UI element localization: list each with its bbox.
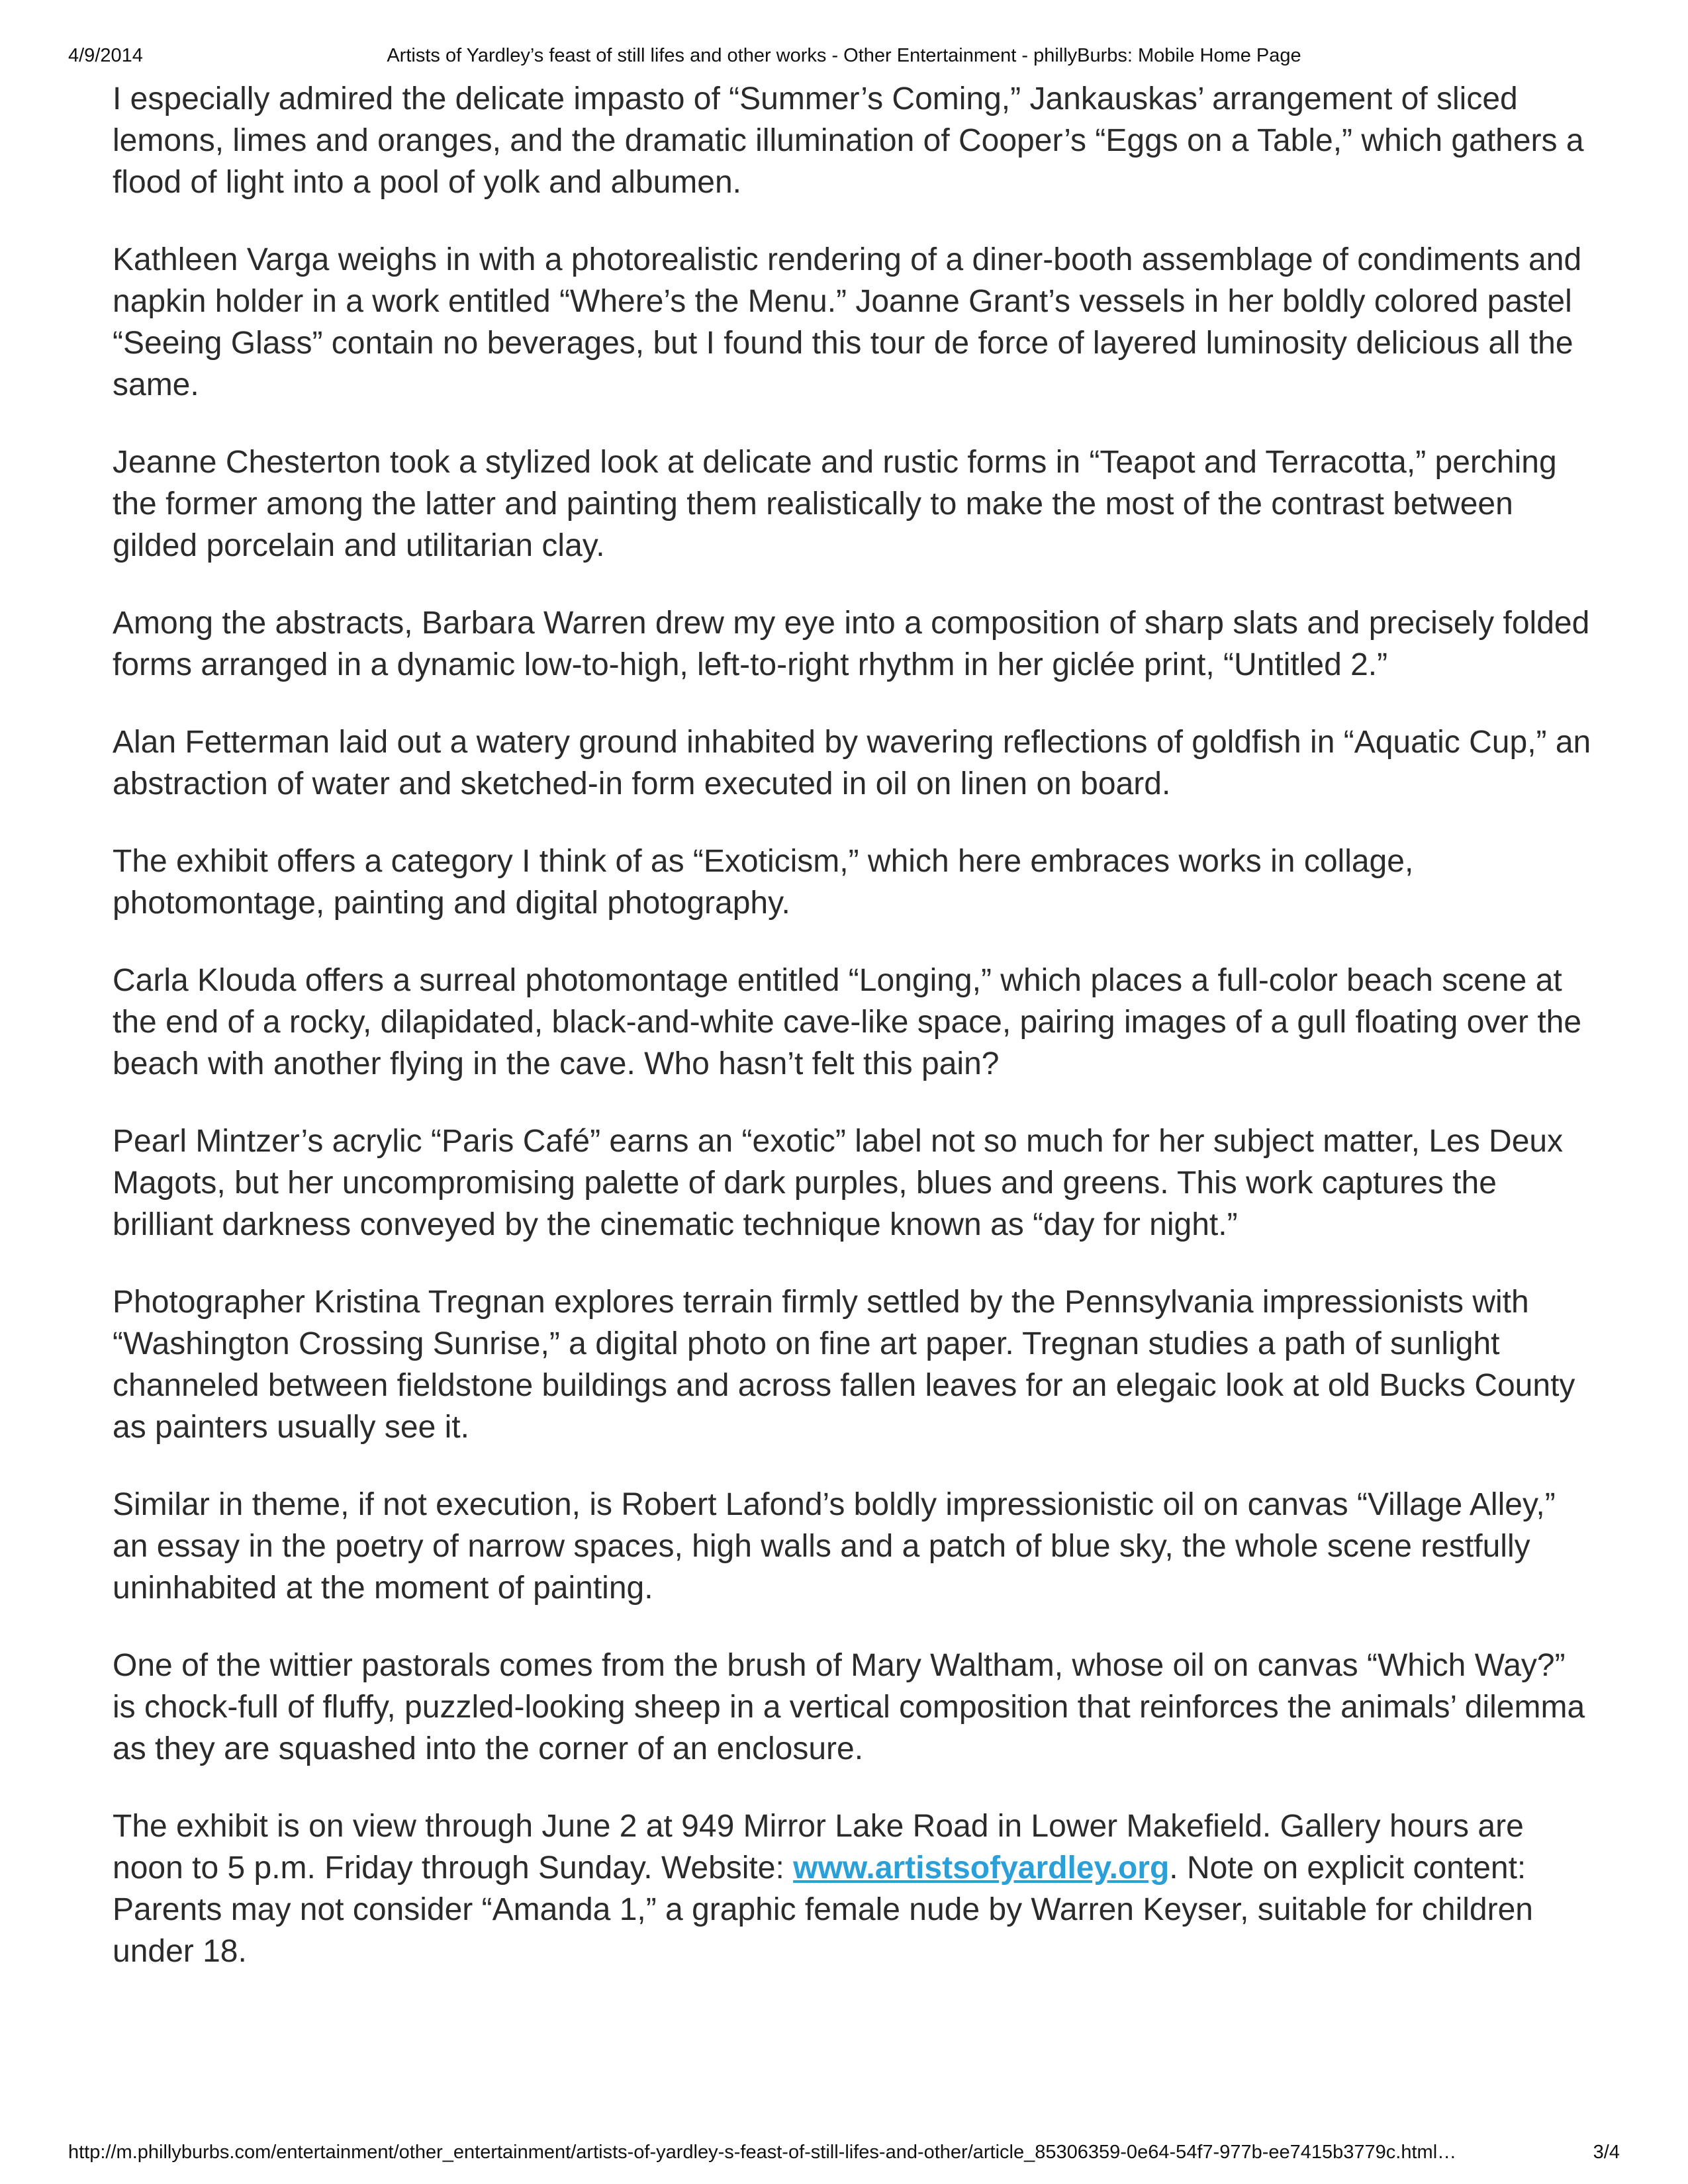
final-paragraph-text-before-link: The exhibit is on view through June 2 at 949 Mirror Lake Road in Lower Makefield. Gallery hours are noon to 5 p.m. Friday through Sunday. Website: — [113, 1809, 1524, 1886]
article-paragraph: Alan Fetterman laid out a watery ground inhabited by wavering reflections of goldfish in “Aquatic Cup,” an abstraction of water and sketched-in form executed in oil on linen on board. — [113, 725, 1591, 801]
article-paragraph: Photographer Kristina Tregnan explores terrain firmly settled by the Pennsylvania impressionists with “Washington Crossing Sunrise,” a digital photo on fine art paper. Tregnan studies a path of sunlight channeled between fieldstone buildings and across fallen leaves for an elegaic look at old Bucks County as painters usually see it. — [113, 1285, 1575, 1445]
article-paragraph: One of the wittier pastorals comes from the brush of Mary Waltham, whose oil on canvas “Which Way?” is chock-full of fluffy, puzzled-looking sheep in a vertical composition that reinforces the animals’ dilemma as they are squashed into the corner of an enclosure. — [113, 1648, 1585, 1766]
website-link[interactable]: www.artistsofyardley.org — [793, 1850, 1170, 1886]
final-paragraph-text-after-link: . Note on explicit content: Parents may not consider “Amanda 1,” a graphic female nude by Warren Keyser, suitable for children under 18. — [113, 1850, 1533, 1969]
article-paragraph: Carla Klouda offers a surreal photomontage entitled “Longing,” which places a full-color beach scene at the end of a rocky, dilapidated, black-and-white cave-like space, pairing images of a gull floating over the beach with another flying in the cave. Who hasn’t felt this pain? — [113, 963, 1582, 1081]
page-number: 3/4 — [1593, 2142, 1620, 2163]
article-body — [113, 78, 1595, 2008]
print-footer — [68, 2142, 1620, 2168]
page-url: http://m.phillyburbs.com/entertainment/other_entertainment/artists-of-yardley-s-feast-of-still-lifes-and-other/article_85306359-0e64-54f7-977b-ee7415b3779c.html… — [68, 2142, 1457, 2163]
print-header — [68, 45, 1620, 71]
article-paragraph: The exhibit offers a category I think of as “Exoticism,” which here embraces works in collage, photomontage, painting and digital photography. — [113, 844, 1414, 921]
article-paragraph: Kathleen Varga weighs in with a photorealistic rendering of a diner-booth assemblage of condiments and napkin holder in a work entitled “Where’s the Menu.” Joanne Grant’s vessels in her boldly colored pastel “Seeing Glass” contain no beverages, but I found this tour de force of layered luminosity delicious all the same. — [113, 242, 1582, 402]
article-paragraph: Pearl Mintzer’s acrylic “Paris Café” earns an “exotic” label not so much for her subject matter, Les Deux Magots, but her uncompromising palette of dark purples, blues and greens. This work captures the brilliant darkness conveyed by the cinematic technique known as “day for night.” — [113, 1124, 1564, 1242]
article-paragraph: Among the abstracts, Barbara Warren drew my eye into a composition of sharp slats and precisely folded forms arranged in a dynamic low-to-high, left-to-right rhythm in her giclée print, “Untitled 2.” — [113, 606, 1590, 682]
print-date: 4/9/2014 — [68, 45, 143, 66]
article-paragraph: I especially admired the delicate impasto of “Summer’s Coming,” Jankauskas’ arrangement of sliced lemons, limes and oranges, and the dramatic illumination of Cooper’s “Eggs on a Table,” which gathers a flood of light into a pool of yolk and albumen. — [113, 81, 1584, 200]
article-paragraph: Similar in theme, if not execution, is Robert Lafond’s boldly impressionistic oil on canvas “Village Alley,” an essay in the poetry of narrow spaces, high walls and a patch of blue sky, the whole scene restfully uninhabited at the moment of painting. — [113, 1487, 1556, 1606]
article-paragraph: Jeanne Chesterton took a stylized look at delicate and rustic forms in “Teapot and Terracotta,” perching the former among the latter and painting them realistically to make the most of the contrast between gilded porcelain and utilitarian clay. — [113, 445, 1557, 563]
article-paragraph-final — [113, 1805, 1595, 1972]
page-title: Artists of Yardley’s feast of still lifes and other works - Other Entertainment - phillyBurbs: Mobile Home Page — [387, 45, 1301, 66]
